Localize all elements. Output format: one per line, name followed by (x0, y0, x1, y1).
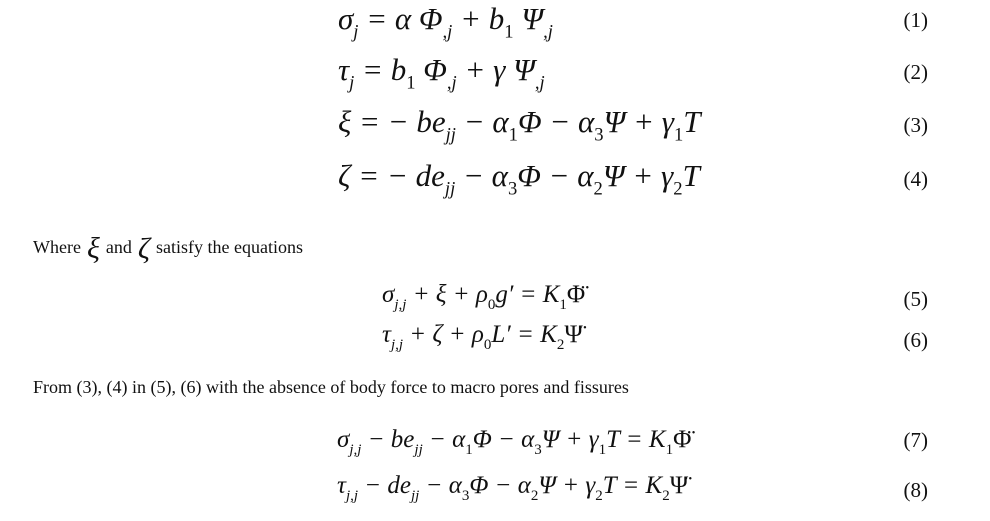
equation-8 (337, 472, 689, 504)
eq4-part-e: T (682, 158, 700, 193)
eq2-lhs: τ (338, 52, 350, 87)
eq2-tail-sub: ,j (534, 72, 545, 94)
eq2-mid: Φ (423, 52, 447, 87)
eq8-sub-a: j,j (345, 487, 359, 504)
eq5-sub-a: j,j (394, 296, 407, 313)
equation-3 (338, 104, 701, 146)
equation-5 (382, 281, 586, 313)
eq3-sub-b: 1 (508, 124, 518, 146)
eq2-mid-sub: ,j (446, 72, 457, 94)
eq7-part-f: T = K (606, 426, 666, 453)
eq8-sub-e: 2 (595, 487, 603, 504)
eq3-sub-a: jj (445, 124, 456, 146)
eq5-part-c: g′ = K (495, 281, 560, 308)
eq8-part-g: Ψ̈ (669, 472, 689, 499)
where-text: Where (33, 237, 81, 257)
eq6-part-c: L′ = K (491, 321, 557, 348)
eq8-part-f: T = K (602, 472, 663, 499)
equation-2 (338, 52, 545, 94)
eq2-tail: + γ Ψ (464, 52, 535, 87)
eq7-part-e: Ψ + γ (541, 426, 599, 453)
eq5-sub-b: 0 (487, 296, 496, 313)
eq7-sub-f: 1 (665, 441, 674, 458)
eq8-part-a: τ (337, 472, 346, 499)
eq2-body: = b (362, 52, 407, 87)
eq6-part-b: + ζ + ρ (403, 321, 484, 348)
eq3-part-b: − α (455, 104, 509, 139)
eq4-part-d: Ψ + γ (602, 158, 674, 193)
eq4-part-c: Φ − α (517, 158, 594, 193)
satisfy-text: satisfy the equations (155, 237, 303, 257)
eq1-tail-sub: ,j (543, 21, 553, 43)
and-text: and (105, 237, 132, 257)
equation-1-number: (1) (903, 8, 928, 32)
eq8-sub-d: 2 (530, 487, 539, 504)
zeta-symbol: ζ (137, 232, 150, 265)
equation-6-number: (6) (903, 328, 928, 352)
eq4-part-b: − α (455, 158, 508, 193)
equation-5-number: (5) (903, 287, 928, 311)
eq7-part-b: − be (361, 426, 415, 453)
eq3-part-a: ξ = − be (338, 104, 446, 139)
equation-8-number: (8) (903, 478, 928, 502)
eq4-sub-c: 2 (593, 178, 603, 200)
eq7-sub-e: 1 (598, 441, 607, 458)
eq3-sub-c: 3 (594, 124, 604, 146)
eq1-lhs-sub: j (353, 21, 359, 43)
equation-7-number: (7) (903, 428, 928, 452)
equation-3-number: (3) (903, 113, 928, 137)
eq1-mid: + b (460, 1, 505, 36)
equation-7 (337, 426, 692, 458)
eq3-sub-d: 1 (674, 124, 684, 146)
equation-4 (338, 158, 700, 200)
eq2-lhs-sub: j (349, 72, 355, 94)
eq3-part-e: T (683, 104, 701, 139)
eq3-part-c: Φ − α (517, 104, 595, 139)
eq6-sub-c: 2 (556, 336, 565, 353)
eq7-sub-b: jj (414, 441, 423, 458)
eq4-sub-b: 3 (507, 178, 518, 200)
eq7-part-a: σ (337, 426, 350, 453)
eq8-part-d: Φ − α (469, 472, 531, 499)
eq1-mid-sub: 1 (504, 21, 514, 43)
eq5-part-a: σ (382, 281, 395, 308)
eq8-sub-c: 3 (461, 487, 470, 504)
eq6-part-a: τ (382, 321, 391, 348)
eq7-part-d: Φ − α (472, 426, 535, 453)
eq4-sub-d: 2 (673, 178, 683, 200)
eq6-part-d: Ψ̈ (564, 321, 583, 348)
eq5-part-b: + ξ + ρ (406, 281, 488, 308)
eq8-sub-f: 2 (662, 487, 670, 504)
eq4-part-a: ζ = − de (338, 158, 445, 193)
eq5-part-d: Φ̈ (566, 281, 586, 308)
eq7-sub-d: 3 (534, 441, 542, 458)
eq8-part-e: Ψ + γ (538, 472, 596, 499)
eq8-part-b: − de (358, 472, 412, 499)
eq8-sub-b: jj (411, 487, 420, 504)
eq1-body: = α Φ (366, 1, 443, 36)
xi-symbol: ξ (86, 232, 100, 265)
eq7-part-g: Φ̈ (673, 426, 692, 453)
equation-6 (382, 321, 583, 353)
eq6-sub-a: j,j (390, 336, 404, 353)
equation-2-number: (2) (903, 60, 928, 84)
eq2-body-sub: 1 (406, 72, 416, 94)
eq3-part-d: Ψ + γ (603, 104, 674, 139)
equation-4-number: (4) (903, 167, 928, 191)
eq1-sub1: ,j (442, 21, 453, 43)
eq6-sub-b: 0 (483, 336, 492, 353)
equation-1 (338, 1, 553, 43)
paragraph-from: From (3), (4) in (5), (6) with the absence of body force to macro pores and fissures (33, 377, 629, 397)
eq5-sub-c: 1 (559, 296, 567, 313)
eq1-lhs: σ (338, 1, 354, 36)
eq7-sub-c: 1 (465, 441, 473, 458)
eq4-sub-a: jj (444, 178, 456, 200)
eq7-part-c: − α (422, 426, 466, 453)
eq7-sub-a: j,j (349, 441, 362, 458)
eq8-part-c: − α (419, 472, 462, 499)
paragraph-where (33, 232, 303, 266)
eq1-tail: Ψ (521, 1, 544, 36)
